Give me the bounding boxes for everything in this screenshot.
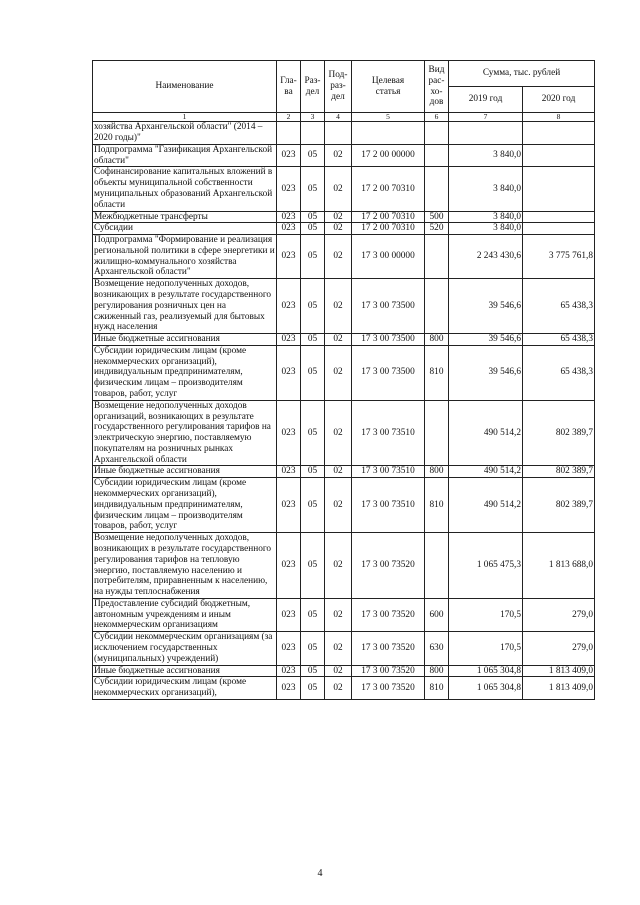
row-chapter: 023 [277,466,301,478]
column-number: 1 [93,113,277,122]
column-number: 2 [277,113,301,122]
row-name: Субсидии юридическим лицам (кроме некоммерческих организаций), [93,677,277,700]
row-expense-type [425,279,449,334]
row-amount-2019: 490 514,2 [449,466,523,478]
row-section: 05 [301,235,325,279]
column-number-row [93,113,595,122]
row-expense-type: 810 [425,677,449,700]
header-subsection: Под- раз- дел [325,61,352,113]
row-section: 05 [301,279,325,334]
row-amount-2019: 3 840,0 [449,144,523,167]
row-target: 17 3 00 73500 [352,334,425,346]
table-row [93,279,595,334]
row-name: Межбюджетные трансферты [93,211,277,223]
row-subsection: 02 [325,345,352,400]
row-target: 17 3 00 73520 [352,533,425,599]
row-expense-type: 600 [425,598,449,631]
row-expense-type: 800 [425,665,449,677]
row-target: 17 3 00 73500 [352,345,425,400]
row-name: Субсидии [93,223,277,235]
row-amount-2019: 3 840,0 [449,167,523,211]
row-subsection: 02 [325,279,352,334]
row-amount-2020 [523,223,595,235]
row-amount-2019: 39 546,6 [449,345,523,400]
row-expense-type [425,235,449,279]
row-chapter: 023 [277,279,301,334]
row-name: Иные бюджетные ассигнования [93,665,277,677]
row-expense-type: 810 [425,478,449,533]
row-target: 17 3 00 00000 [352,235,425,279]
row-chapter: 023 [277,665,301,677]
row-name: Субсидии юридическим лицам (кроме некоммерческих организаций), индивидуальным предпринимателям, физическим лицам – производителям товаров, работ, услуг [93,345,277,400]
row-chapter: 023 [277,400,301,466]
row-subsection: 02 [325,665,352,677]
row-expense-type [425,144,449,167]
row-subsection: 02 [325,144,352,167]
row-subsection: 02 [325,533,352,599]
row-section: 05 [301,144,325,167]
column-number: 7 [449,113,523,122]
column-number: 6 [425,113,449,122]
row-section [301,122,325,145]
column-number: 5 [352,113,425,122]
row-amount-2020: 279,0 [523,632,595,665]
header-2020: 2020 год [523,87,595,113]
header-name: Наименование [93,61,277,113]
row-section: 05 [301,334,325,346]
table-row [93,533,595,599]
row-chapter [277,122,301,145]
column-number: 3 [301,113,325,122]
row-name: Подпрограмма "Газификация Архангельской области" [93,144,277,167]
header-section: Раз- дел [301,61,325,113]
row-target: 17 2 00 70310 [352,167,425,211]
row-chapter: 023 [277,334,301,346]
row-subsection: 02 [325,167,352,211]
row-amount-2019: 170,5 [449,632,523,665]
document-page [92,60,594,700]
row-subsection: 02 [325,632,352,665]
row-section: 05 [301,665,325,677]
row-expense-type [425,533,449,599]
row-amount-2019: 170,5 [449,598,523,631]
row-target: 17 3 00 73520 [352,665,425,677]
row-target: 17 3 00 73520 [352,677,425,700]
row-section: 05 [301,211,325,223]
table-row [93,598,595,631]
row-amount-2020: 279,0 [523,598,595,631]
header-sum: Сумма, тыс. рублей [449,61,595,87]
table-row [93,223,595,235]
row-subsection: 02 [325,598,352,631]
row-section: 05 [301,223,325,235]
table-row [93,235,595,279]
row-chapter: 023 [277,144,301,167]
row-subsection: 02 [325,235,352,279]
row-amount-2020: 65 438,3 [523,345,595,400]
row-name: Субсидии некоммерческим организациям (за исключением государственных (муниципальных) учреждений) [93,632,277,665]
row-amount-2019: 39 546,6 [449,279,523,334]
row-name: Возмещение недополученных доходов, возникающих в результате государственного регулирования розничных цен на сжиженный газ, реализуемый для бытовых нужд населения [93,279,277,334]
row-name: Возмещение недополученных доходов, возникающих в результате государственного регулирования тарифов на тепловую энергию, поставляемую населению и потребителям, приравненным к населению, на нужды теплоснабжения [93,533,277,599]
row-section: 05 [301,533,325,599]
row-amount-2019 [449,122,523,145]
row-amount-2020: 1 813 409,0 [523,677,595,700]
row-amount-2019: 490 514,2 [449,478,523,533]
row-chapter: 023 [277,598,301,631]
row-expense-type [425,400,449,466]
row-target: 17 3 00 73520 [352,598,425,631]
row-name: Иные бюджетные ассигнования [93,466,277,478]
row-amount-2020: 1 813 409,0 [523,665,595,677]
row-expense-type [425,122,449,145]
row-chapter: 023 [277,167,301,211]
row-target [352,122,425,145]
row-target: 17 3 00 73510 [352,478,425,533]
row-section: 05 [301,478,325,533]
row-name: хозяйства Архангельской области" (2014 – 2020 годы)" [93,122,277,145]
table-row [93,167,595,211]
row-section: 05 [301,345,325,400]
row-chapter: 023 [277,478,301,533]
row-target: 17 2 00 70310 [352,211,425,223]
row-amount-2019: 39 546,6 [449,334,523,346]
table-row [93,677,595,700]
row-subsection: 02 [325,211,352,223]
row-amount-2020 [523,167,595,211]
row-chapter: 023 [277,632,301,665]
row-amount-2019: 2 243 430,6 [449,235,523,279]
row-amount-2019: 1 065 475,3 [449,533,523,599]
table-row [93,122,595,145]
header-2019: 2019 год [449,87,523,113]
row-amount-2020: 3 775 761,8 [523,235,595,279]
row-amount-2020 [523,144,595,167]
row-chapter: 023 [277,345,301,400]
row-name: Субсидии юридическим лицам (кроме некоммерческих организаций), индивидуальным предпринимателям, физическим лицам – производителям товаров, работ, услуг [93,478,277,533]
row-subsection: 02 [325,334,352,346]
row-chapter: 023 [277,677,301,700]
row-target: 17 2 00 70310 [352,223,425,235]
row-expense-type: 520 [425,223,449,235]
row-amount-2020 [523,122,595,145]
table-row [93,334,595,346]
row-expense-type: 500 [425,211,449,223]
column-number: 8 [523,113,595,122]
row-amount-2020: 802 389,7 [523,466,595,478]
row-name: Подпрограмма "Формирование и реализация региональной политики в сфере энергетики и жилищно-коммунального хозяйства Архангельской области" [94,235,275,278]
row-subsection: 02 [325,478,352,533]
row-expense-type: 800 [425,334,449,346]
page-number: 4 [317,868,323,879]
row-amount-2019: 1 065 304,8 [449,665,523,677]
row-amount-2019: 1 065 304,8 [449,677,523,700]
header-target: Целевая статья [352,61,425,113]
table-row [93,466,595,478]
row-amount-2019: 3 840,0 [449,223,523,235]
row-section: 05 [301,598,325,631]
row-name: Иные бюджетные ассигнования [93,334,277,346]
table-row [93,144,595,167]
table-row [93,632,595,665]
table-body [93,122,595,700]
row-amount-2019: 490 514,2 [449,400,523,466]
row-subsection [325,122,352,145]
row-amount-2020: 802 389,7 [523,478,595,533]
row-chapter: 023 [277,235,301,279]
row-section: 05 [301,400,325,466]
row-name: Софинансирование капитальных вложений в объекты муниципальной собственности муниципальных образований Архангельской области [93,167,277,211]
row-subsection: 02 [325,677,352,700]
row-name: Возмещение недополученных доходов организаций, возникающих в результате государственного регулирования тарифов на электрическую энергию, поставляемую покупателям на розничных рынках Архангельской области [93,400,277,466]
row-chapter: 023 [277,533,301,599]
row-subsection: 02 [325,223,352,235]
row-target: 17 3 00 73520 [352,632,425,665]
header-chapter: Гла- ва [277,61,301,113]
row-amount-2020: 65 438,3 [523,334,595,346]
row-target: 17 2 00 00000 [352,144,425,167]
row-section: 05 [301,466,325,478]
row-name: Предоставление субсидий бюджетным, автономным учреждениям и иным некоммерческим организациям [93,598,277,631]
row-subsection: 02 [325,466,352,478]
row-expense-type: 810 [425,345,449,400]
budget-table [92,60,595,700]
row-amount-2020 [523,211,595,223]
row-section: 05 [301,632,325,665]
row-amount-2019: 3 840,0 [449,211,523,223]
row-target: 17 3 00 73510 [352,466,425,478]
column-number: 4 [325,113,352,122]
row-section: 05 [301,677,325,700]
row-target: 17 3 00 73500 [352,279,425,334]
table-row [93,400,595,466]
row-chapter: 023 [277,211,301,223]
row-target: 17 3 00 73510 [352,400,425,466]
row-expense-type [425,167,449,211]
header-type: Вид рас- хо- дов [425,61,449,113]
table-row [93,665,595,677]
table-row [93,211,595,223]
row-amount-2020: 1 813 688,0 [523,533,595,599]
row-expense-type: 800 [425,466,449,478]
row-subsection: 02 [325,400,352,466]
row-section: 05 [301,167,325,211]
table-row [93,345,595,400]
row-expense-type: 630 [425,632,449,665]
row-amount-2020: 802 389,7 [523,400,595,466]
row-amount-2020: 65 438,3 [523,279,595,334]
table-row [93,478,595,533]
row-chapter: 023 [277,223,301,235]
